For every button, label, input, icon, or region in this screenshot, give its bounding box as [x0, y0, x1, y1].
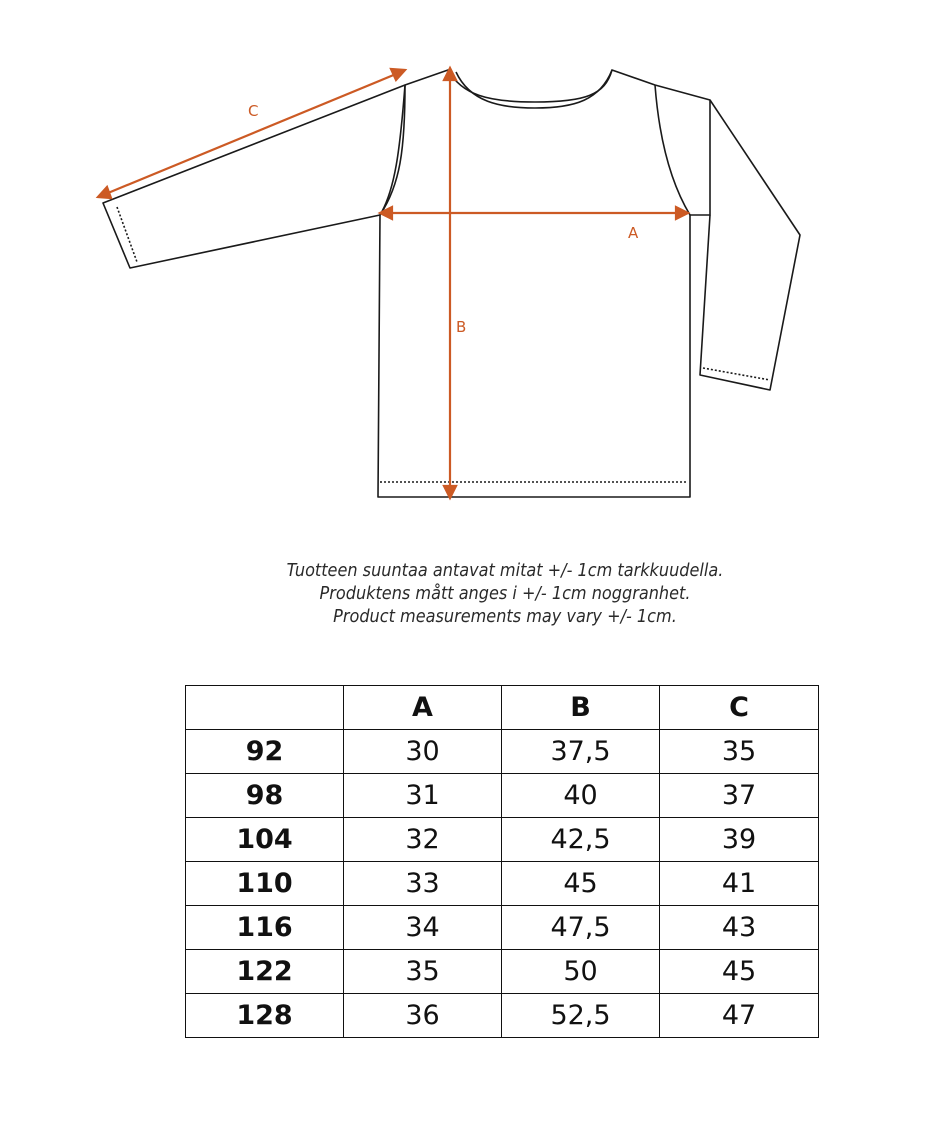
c-cell: 41	[660, 862, 819, 906]
c-cell: 35	[660, 730, 819, 774]
a-cell: 33	[344, 862, 502, 906]
size-cell: 110	[186, 862, 344, 906]
size-table	[185, 685, 819, 1038]
header-b: B	[502, 686, 660, 730]
b-cell: 37,5	[502, 730, 660, 774]
b-cell: 50	[502, 950, 660, 994]
table-row	[186, 994, 819, 1038]
table-row	[186, 774, 819, 818]
note-english: Product measurements may vary +/- 1cm.	[333, 607, 677, 627]
shirt-outline	[103, 70, 800, 497]
arrow-c-head-right	[391, 69, 405, 80]
table-row	[186, 950, 819, 994]
shirt-body	[378, 70, 710, 497]
b-cell: 45	[502, 862, 660, 906]
a-cell: 34	[344, 906, 502, 950]
arrow-c-head-left	[98, 187, 111, 198]
size-cell: 92	[186, 730, 344, 774]
header-c: C	[660, 686, 819, 730]
arrow-c	[108, 74, 396, 193]
a-cell: 32	[344, 818, 502, 862]
b-cell: 40	[502, 774, 660, 818]
label-c: C	[248, 102, 259, 120]
a-cell: 31	[344, 774, 502, 818]
c-cell: 39	[660, 818, 819, 862]
right-seam	[655, 85, 690, 215]
c-cell: 43	[660, 906, 819, 950]
table-row	[186, 818, 819, 862]
a-cell: 36	[344, 994, 502, 1038]
b-cell: 42,5	[502, 818, 660, 862]
note-finnish: Tuotteen suuntaa antavat mitat +/- 1cm tarkkuudella.	[286, 561, 724, 581]
garment-diagram	[0, 0, 946, 540]
table-row	[186, 906, 819, 950]
c-cell: 47	[660, 994, 819, 1038]
size-cell: 128	[186, 994, 344, 1038]
right-sleeve	[700, 100, 800, 390]
left-cuff-stitch	[117, 207, 137, 262]
dimension-arrows	[98, 68, 688, 498]
table-header-row	[186, 686, 819, 730]
a-cell: 35	[344, 950, 502, 994]
note-swedish: Produktens mått anges i +/- 1cm noggranhet.	[319, 584, 691, 604]
size-cell: 116	[186, 906, 344, 950]
c-cell: 45	[660, 950, 819, 994]
b-cell: 52,5	[502, 994, 660, 1038]
table-row	[186, 730, 819, 774]
size-cell: 98	[186, 774, 344, 818]
header-size	[186, 686, 344, 730]
size-cell: 122	[186, 950, 344, 994]
table-row	[186, 862, 819, 906]
label-b: B	[456, 318, 467, 336]
b-cell: 47,5	[502, 906, 660, 950]
a-cell: 30	[344, 730, 502, 774]
arrow-a-head-left	[380, 207, 392, 219]
header-a: A	[344, 686, 502, 730]
arrow-b-head-top	[444, 68, 456, 80]
c-cell: 37	[660, 774, 819, 818]
measurement-notes	[230, 560, 780, 629]
label-a: A	[628, 224, 639, 242]
size-cell: 104	[186, 818, 344, 862]
